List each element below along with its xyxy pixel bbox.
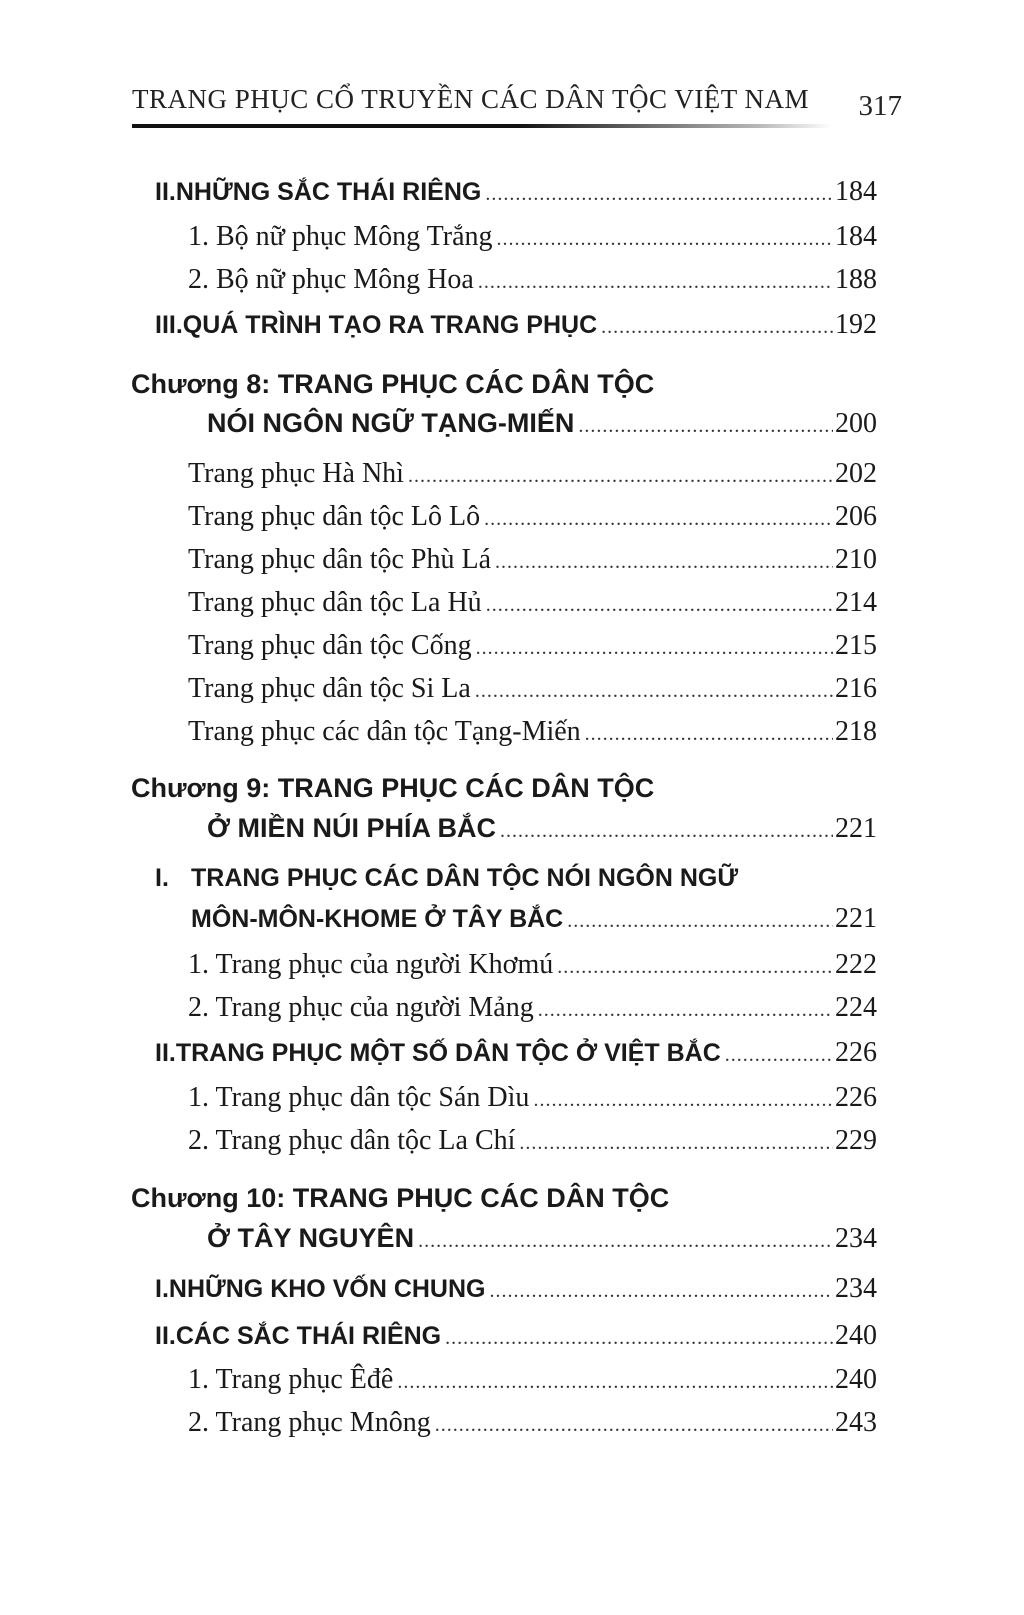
chapter-heading: Chương 9: TRANG PHỤC CÁC DÂN TỘC xyxy=(131,773,655,803)
toc-entry xyxy=(188,589,877,617)
toc-entry xyxy=(188,1127,877,1155)
toc-entry xyxy=(188,951,877,979)
toc-entry xyxy=(207,1225,877,1253)
dot-leader xyxy=(445,1328,833,1348)
toc-entry-title-line1: TRANG PHỤC CÁC DÂN TỘC NÓI NGÔN NGỮ xyxy=(191,864,739,892)
toc-entry xyxy=(188,546,877,574)
toc-entry-title: Ở TÂY NGUYÊN xyxy=(207,1223,415,1253)
toc-entry-title: 2. Trang phục Mnông xyxy=(188,1407,431,1438)
toc-entry-title: NHỮNG SẮC THÁI RIÊNG xyxy=(175,178,482,206)
toc-entry-page: 216 xyxy=(835,673,877,704)
running-header-title: TRANG PHỤC CỔ TRUYỀN CÁC DÂN TỘC VIỆT NAM xyxy=(132,84,810,114)
dot-leader xyxy=(601,317,833,337)
dot-leader xyxy=(489,1281,833,1301)
toc-entry xyxy=(155,178,877,206)
toc-entry-number: II. xyxy=(155,1322,176,1350)
toc-entry-title: 1. Trang phục của người Khơmú xyxy=(188,949,554,980)
toc-entry xyxy=(188,266,877,294)
toc-entry-page: 221 xyxy=(835,813,877,844)
toc-entry-number: III. xyxy=(155,311,183,339)
toc-entry-page: 234 xyxy=(835,1223,877,1254)
dot-leader xyxy=(485,184,833,204)
running-header xyxy=(132,84,902,132)
toc-entry xyxy=(188,718,877,746)
dot-leader xyxy=(478,272,833,292)
dot-leader xyxy=(435,1415,833,1435)
toc-entry-number: II. xyxy=(155,178,176,206)
toc-entry-title: 2. Trang phục dân tộc La Chí xyxy=(188,1125,516,1156)
toc-entry-title: NHỮNG KHO VỐN CHUNG xyxy=(168,1275,486,1303)
toc-entry xyxy=(191,905,877,933)
toc-entry-page: 221 xyxy=(835,903,877,934)
toc-entry xyxy=(188,675,877,703)
toc-entry-title: Trang phục dân tộc Cống xyxy=(188,630,472,661)
toc-entry-page: 234 xyxy=(835,1273,877,1304)
toc-entry xyxy=(155,1039,877,1067)
toc-entry-page: 226 xyxy=(835,1037,877,1068)
toc-entry-page: 226 xyxy=(835,1082,877,1113)
toc-entry-page: 215 xyxy=(835,630,877,661)
toc-entry xyxy=(188,460,877,488)
dot-leader xyxy=(484,509,833,529)
toc-entry-number: I. xyxy=(155,1275,169,1303)
dot-leader xyxy=(567,911,833,931)
dot-leader xyxy=(578,416,833,436)
toc-entry-title: Trang phục các dân tộc Tạng-Miến xyxy=(188,716,581,747)
chapter-heading: Chương 8: TRANG PHỤC CÁC DÂN TỘC xyxy=(131,369,655,399)
dot-leader xyxy=(495,552,833,572)
toc-entry-page: 243 xyxy=(835,1407,877,1438)
toc-entry xyxy=(207,815,877,843)
toc-entry-title: CÁC SẮC THÁI RIÊNG xyxy=(175,1322,442,1350)
toc-entry-page: 240 xyxy=(835,1320,877,1351)
toc-entry xyxy=(207,410,877,438)
dot-leader xyxy=(519,1133,833,1153)
page-number: 317 xyxy=(858,90,902,122)
toc-entry xyxy=(188,632,877,660)
toc-entry xyxy=(188,994,877,1022)
toc-entry-title: Trang phục dân tộc Phù Lá xyxy=(188,544,492,575)
toc-entry xyxy=(188,503,877,531)
toc-entry-page: 202 xyxy=(835,458,877,489)
toc-entry-page: 229 xyxy=(835,1125,877,1156)
toc-entry-title: NÓI NGÔN NGỮ TẠNG-MIẾN xyxy=(207,408,575,438)
toc-entry-title: Trang phục dân tộc Lô Lô xyxy=(188,501,481,532)
toc-entry-title: 2. Trang phục của người Mảng xyxy=(188,992,534,1023)
toc-entry-title: 2. Bộ nữ phục Mông Hoa xyxy=(188,264,474,295)
dot-leader xyxy=(397,1372,833,1392)
toc-entry-title: Trang phục dân tộc Si La xyxy=(188,673,471,704)
toc-entry-page: 222 xyxy=(835,949,877,980)
dot-leader xyxy=(408,466,833,486)
toc-entry xyxy=(155,1322,877,1350)
dot-leader xyxy=(497,229,833,249)
toc-entry-page: 184 xyxy=(835,176,877,207)
toc-entry-page: 210 xyxy=(835,544,877,575)
toc-entry-title: Trang phục dân tộc La Hủ xyxy=(188,587,482,618)
toc-entry-page: 214 xyxy=(835,587,877,618)
toc-entry xyxy=(155,1275,877,1303)
toc-entry-title: TRANG PHỤC MỘT SỐ DÂN TỘC Ở VIỆT BẮC xyxy=(175,1039,721,1067)
dot-leader xyxy=(557,957,833,977)
toc-entry-title: QUÁ TRÌNH TẠO RA TRANG PHỤC xyxy=(182,311,598,339)
header-rule xyxy=(132,124,832,128)
toc-entry xyxy=(188,1084,877,1112)
dot-leader xyxy=(476,638,833,658)
toc-entry-page: 192 xyxy=(835,309,877,340)
toc-entry-number: II. xyxy=(155,1039,176,1067)
toc-entry-title: 1. Bộ nữ phục Mông Trắng xyxy=(188,221,493,252)
dot-leader xyxy=(585,724,833,744)
toc-entry xyxy=(188,1366,877,1394)
toc-entry-title: 1. Trang phục Êđê xyxy=(188,1364,394,1395)
dot-leader xyxy=(533,1090,833,1110)
toc-entry-title: Trang phục Hà Nhì xyxy=(188,458,404,489)
toc-entry xyxy=(155,311,877,339)
toc-entry-page: 240 xyxy=(835,1364,877,1395)
toc-entry-page: 184 xyxy=(835,221,877,252)
toc-entry-title: 1. Trang phục dân tộc Sán Dìu xyxy=(188,1082,530,1113)
dot-leader xyxy=(725,1045,833,1065)
toc-entry-page: 188 xyxy=(835,264,877,295)
toc-entry xyxy=(188,1409,877,1437)
dot-leader xyxy=(500,821,833,841)
toc-entry-page: 206 xyxy=(835,501,877,532)
toc-entry-page: 218 xyxy=(835,716,877,747)
chapter-heading: Chương 10: TRANG PHỤC CÁC DÂN TỘC xyxy=(131,1183,670,1213)
toc-entry-heading-line xyxy=(155,866,877,891)
dot-leader xyxy=(538,1000,833,1020)
toc-entry-page: 224 xyxy=(835,992,877,1023)
toc-entry-title: Ở MIỀN NÚI PHÍA BẮC xyxy=(207,813,497,843)
toc-entry-title: MÔN-MÔN-KHOME Ở TÂY BẮC xyxy=(191,905,564,933)
toc-entry xyxy=(188,223,877,251)
dot-leader xyxy=(475,681,833,701)
toc-entry-number: I. xyxy=(155,864,169,892)
dot-leader xyxy=(486,595,833,615)
dot-leader xyxy=(418,1231,833,1251)
toc-entry-page: 200 xyxy=(835,408,877,439)
